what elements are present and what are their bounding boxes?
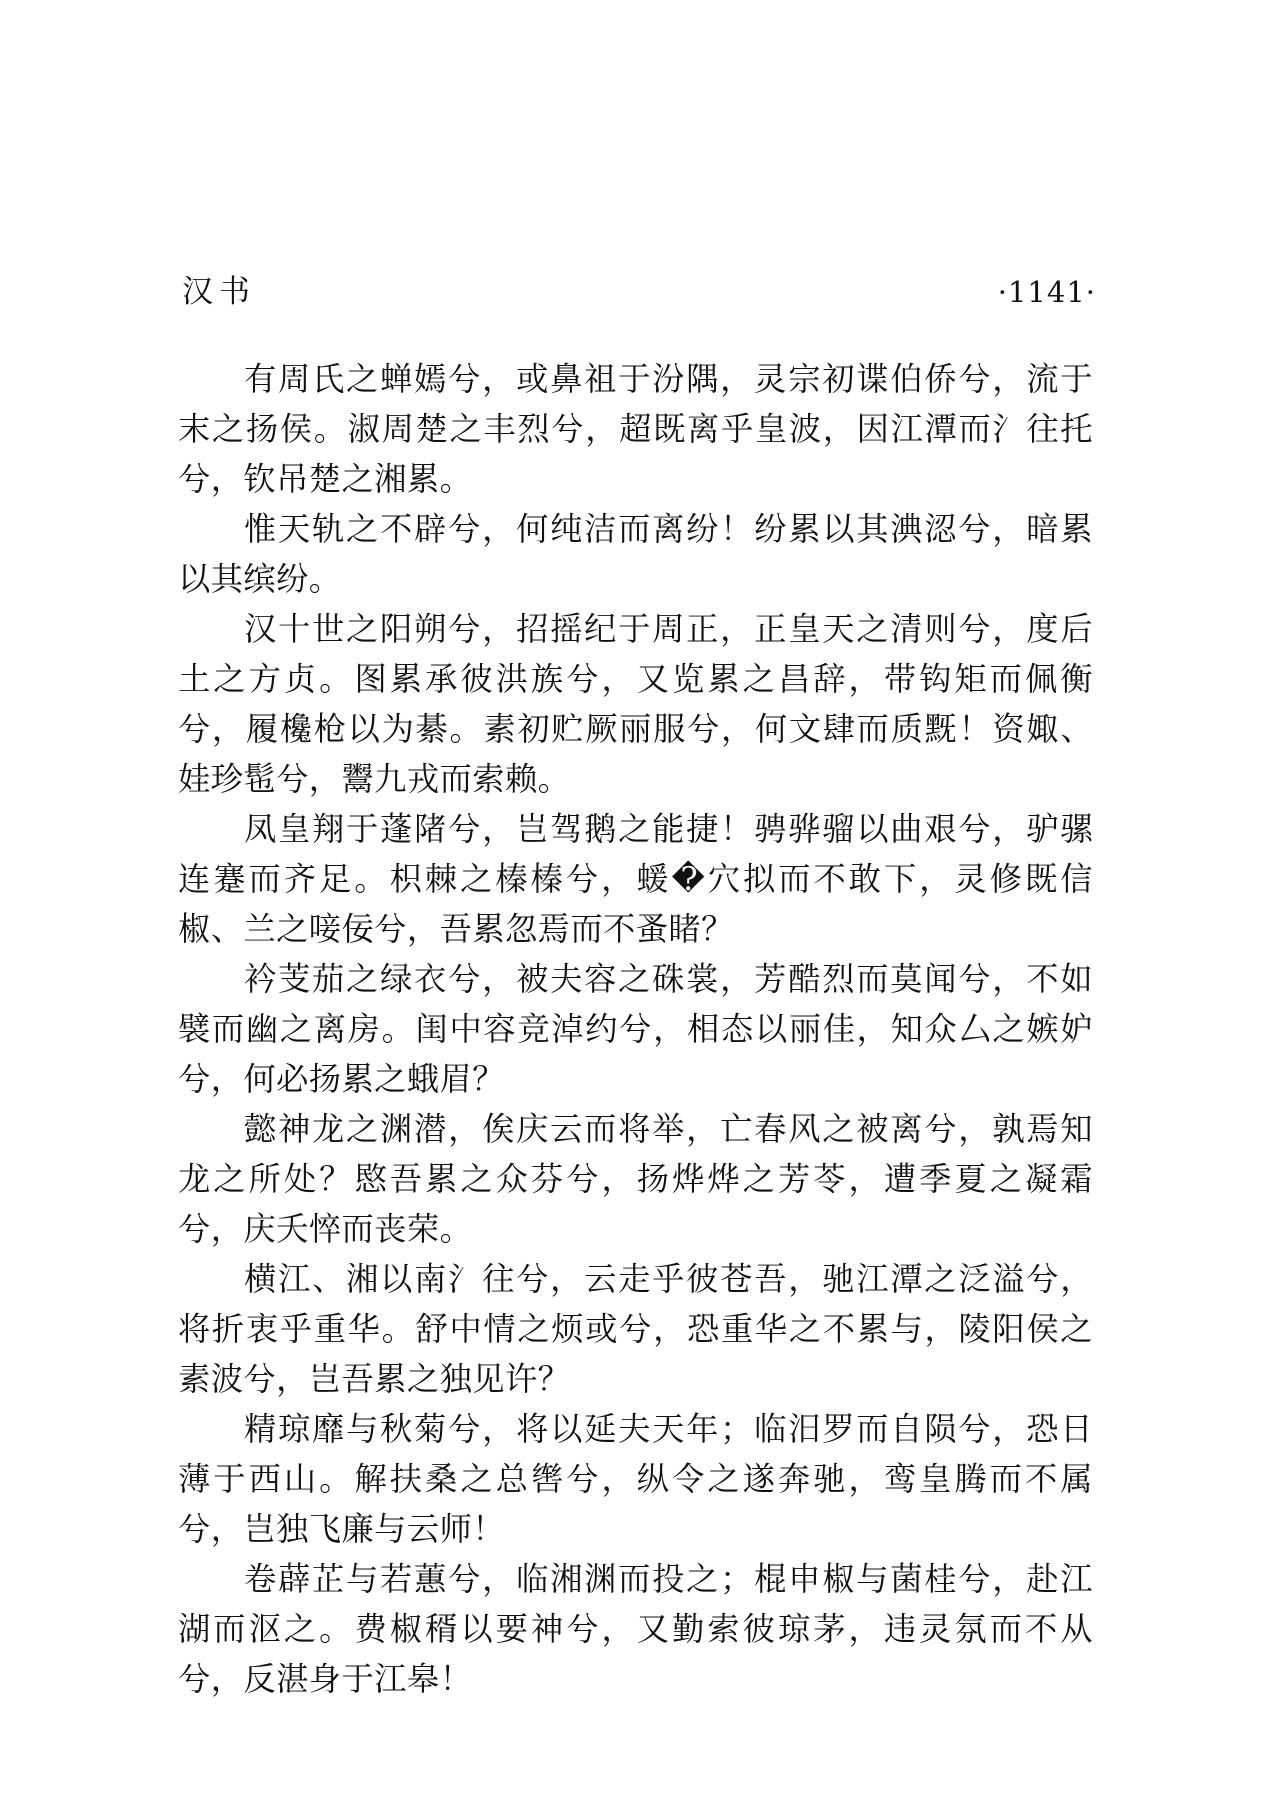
paragraph: 横江、湘以南氵往兮，云走乎彼苍吾，驰江潭之泛溢兮，将折衷乎重华。舒中情之烦或兮，恐重华之不累与，陵阳侯之素波兮，岂吾累之独见许？ <box>178 1260 1093 1398</box>
body-text <box>178 354 1093 1704</box>
paragraph: 汉十世之阳朔兮，招摇纪于周正，正皇天之清则兮，度后土之方贞。图累承彼洪族兮，又览累之昌辞，带钩矩而佩衡兮，履欃枪以为綦。素初贮厥丽服兮，何文肆而质黖！资娵、娃珍髢兮，鬻九戎而索赖。 <box>178 610 1093 798</box>
page-header <box>178 268 1096 316</box>
paragraph: 衿芰茄之绿衣兮，被夫容之硃裳，芳酷烈而莫闻兮，不如襞而幽之离房。闺中容竞淖约兮，相态以丽佳，知众厶之嫉妒兮，何必扬累之蛾眉？ <box>178 960 1093 1098</box>
paragraph: 有周氏之蝉嫣兮，或鼻祖于汾隅，灵宗初谍伯侨兮，流于末之扬侯。淑周楚之丰烈兮，超既离乎皇波，因江潭而氵往托兮，钦吊楚之湘累。 <box>178 360 1093 498</box>
paragraph: 凤皇翔于蓬陼兮，岂驾鹅之能捷！骋骅骝以曲艰兮，驴骡连蹇而齐足。枳棘之榛榛兮，蝯�穴拟而不敢下，灵修既信椒、兰之唼佞兮，吾累忽焉而不蚤睹？ <box>178 810 1093 948</box>
page-number: ·1141· <box>997 275 1096 309</box>
paragraph: 精琼靡与秋菊兮，将以延夫天年；临汨罗而自陨兮，恐日薄于西山。解扶桑之总辔兮，纵令之遂奔驰，鸾皇腾而不属兮，岂独飞廉与云师！ <box>178 1410 1093 1548</box>
book-title: 汉书 <box>182 274 256 310</box>
paragraph: 卷薜芷与若蕙兮，临湘渊而投之；棍申椒与菌桂兮，赴江湖而沤之。费椒稰以要神兮，又勤索彼琼茅，违灵氛而不从兮，反湛身于江皋！ <box>178 1560 1093 1698</box>
paragraph: 惟天轨之不辟兮，何纯洁而离纷！纷累以其淟涊兮，暗累以其缤纷。 <box>178 510 1093 598</box>
paragraph: 懿神龙之渊潜，俟庆云而将举，亡春风之被离兮，孰焉知龙之所处？愍吾累之众芬兮，扬烨烨之芳苓，遭季夏之凝霜兮，庆夭悴而丧荣。 <box>178 1110 1093 1248</box>
